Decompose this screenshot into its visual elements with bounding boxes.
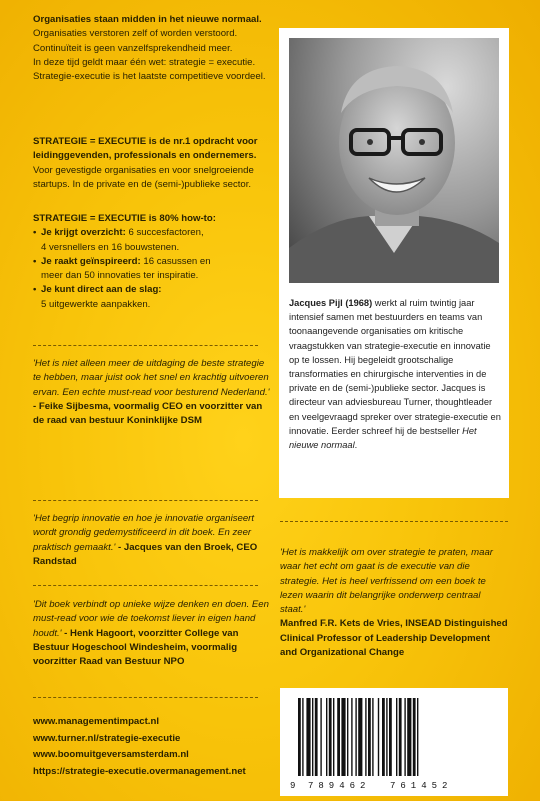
link-overmanagement[interactable]: https://strategie-executie.overmanagement.net — [33, 765, 246, 777]
barcode-bar — [298, 698, 301, 776]
links-block — [33, 714, 271, 780]
intro-line: Organisaties verstoren zelf of worden verstoord. — [33, 28, 238, 40]
author-card — [279, 28, 509, 498]
barcode-bar — [312, 698, 313, 776]
divider — [33, 345, 258, 346]
author-portrait-icon — [289, 38, 499, 283]
barcode-bar — [368, 698, 371, 776]
howto-bullet: • Je raakt geïnspireerd: 16 casussen en — [33, 255, 271, 269]
author-bio: Jacques Pijl (1968) werkt al ruim twintig jaar intensief samen met bestuurders en teams van toonaangevende organisaties om kritische vraagstukken van strategie-executie en innovatie op te lossen. Hij begeleidt grootschalige transformaties en chirurgische interventies in de private en de (semi-)publieke sector. Jacques is directeur van adviesbureau Turner, thoughtleader en veelgevraagd spreker over strategie-executie en innovatie. Eerder schreef hij de bestseller Het nieuwe normaal. — [289, 298, 501, 451]
barcode-bar — [378, 698, 379, 776]
divider — [280, 521, 508, 522]
barcode-bar — [396, 698, 397, 776]
mission-normal: Voor gevestigde organisaties en voor snelgroeiende startups. In de private en de (semi-)publieke sector. — [33, 164, 254, 190]
barcode-bar — [315, 698, 318, 776]
barcode-bar — [351, 698, 352, 776]
quote-vandenbroek: 'Het begrip innovatie en hoe je innovatie organiseert wordt grondig gedemystificeerd in dit boek. En zeer praktisch gemaakt.' - Jacques van den Broek, CEO Randstad — [33, 513, 258, 567]
barcode-bar — [358, 698, 362, 776]
link-boom[interactable]: www.boomuitgeversamsterdam.nl — [33, 749, 189, 760]
intro-line: In deze tijd geldt maar één wet: strategie = executie. — [33, 56, 256, 68]
mission-block — [33, 135, 271, 192]
barcode-bar — [320, 698, 321, 776]
howto-bullet: • Je krijgt overzicht: 6 succesfactoren, — [33, 226, 271, 240]
intro-line: Strategie-executie is het laatste competitieve voordeel. — [33, 71, 266, 83]
barcode-bar — [389, 698, 392, 776]
barcode-bar — [306, 698, 310, 776]
barcode-bar — [302, 698, 303, 776]
barcode-bar — [382, 698, 385, 776]
quote-kets-de-vries: 'Het is makkelijk om over strategie te praten, maar waar het echt om gaat is de executie van die strategie. Het is heel verfrissend om een boek te lezen waarin dit belangrijke onderwerp centraal staat.' Manfred F.R. Kets de Vries, INSEAD Distinguished Clinical Professor of Leadership Development and Organizational Change — [280, 547, 508, 659]
howto-block: STRATEGIE = EXECUTIE is 80% how-to: • Je krijgt overzicht: 6 succesfactoren, 4 versnellers en 16 bouwstenen. • Je raakt geïnspireerd: 16 casussen en meer dan 50 innovaties ter inspiratie. • Je kunt direct aan de slag: 5 uitgewerkte aanpakken. — [33, 212, 271, 312]
intro-headline: Organisaties staan midden in het nieuwe normaal. — [33, 14, 262, 25]
barcode-icon — [280, 688, 508, 796]
quote-hagoort: 'Dit boek verbindt op unieke wijze denken en doen. Een must-read voor wie de toekomst liever in eigen hand houdt.' - Henk Hagoort, voorzitter College van Bestuur Hogeschool Windesheim, voormalig voorzitter Raad van Bestuur NPO — [33, 599, 269, 668]
isbn-group: 761452 — [390, 781, 453, 791]
link-managementimpact[interactable]: www.managementimpact.nl — [33, 716, 159, 727]
barcode-bar — [404, 698, 405, 776]
barcode-bar — [407, 698, 411, 776]
barcode-bar — [326, 698, 327, 776]
barcode-bar — [347, 698, 348, 776]
barcode-bar — [329, 698, 332, 776]
barcode-bar — [372, 698, 373, 776]
mission-bold: STRATEGIE = EXECUTIE is de nr.1 opdracht voor leidinggevenden, professionals en ondernemers. — [33, 136, 258, 162]
barcode-bar — [341, 698, 345, 776]
barcode-bar — [365, 698, 366, 776]
howto-bullet: • Je kunt direct aan de slag: — [33, 283, 271, 297]
barcode — [280, 688, 508, 796]
barcode-bar — [417, 698, 418, 776]
divider — [33, 500, 258, 501]
link-turner[interactable]: www.turner.nl/strategie-executie — [33, 732, 181, 744]
quote-sijbesma: 'Het is niet alleen meer de uitdaging de beste strategie te hebben, maar juist ook het snel en krachtig uitvoeren ervan. Een echte must-read voor besturend Nederland.' - Feike Sijbesma, voormalig CEO en voorzitter van de raad van bestuur Koninklijke DSM — [33, 358, 270, 427]
barcode-bar — [333, 698, 334, 776]
divider — [33, 585, 258, 586]
isbn-digit: 9 — [290, 781, 296, 791]
intro-block — [33, 13, 271, 84]
barcode-bar — [386, 698, 387, 776]
barcode-bar — [413, 698, 416, 776]
barcode-bar — [337, 698, 340, 776]
howto-heading: STRATEGIE = EXECUTIE is 80% how-to: — [33, 213, 216, 224]
barcode-bar — [355, 698, 356, 776]
author-photo — [289, 38, 499, 283]
barcode-bar — [399, 698, 402, 776]
divider — [33, 697, 258, 698]
book-title: Het nieuwe normaal — [289, 425, 477, 451]
author-name: Jacques Pijl (1968) — [289, 298, 373, 308]
isbn-group: 789462 — [308, 781, 371, 791]
intro-line: Continuïteit is geen vanzelfsprekendheid meer. — [33, 42, 233, 54]
